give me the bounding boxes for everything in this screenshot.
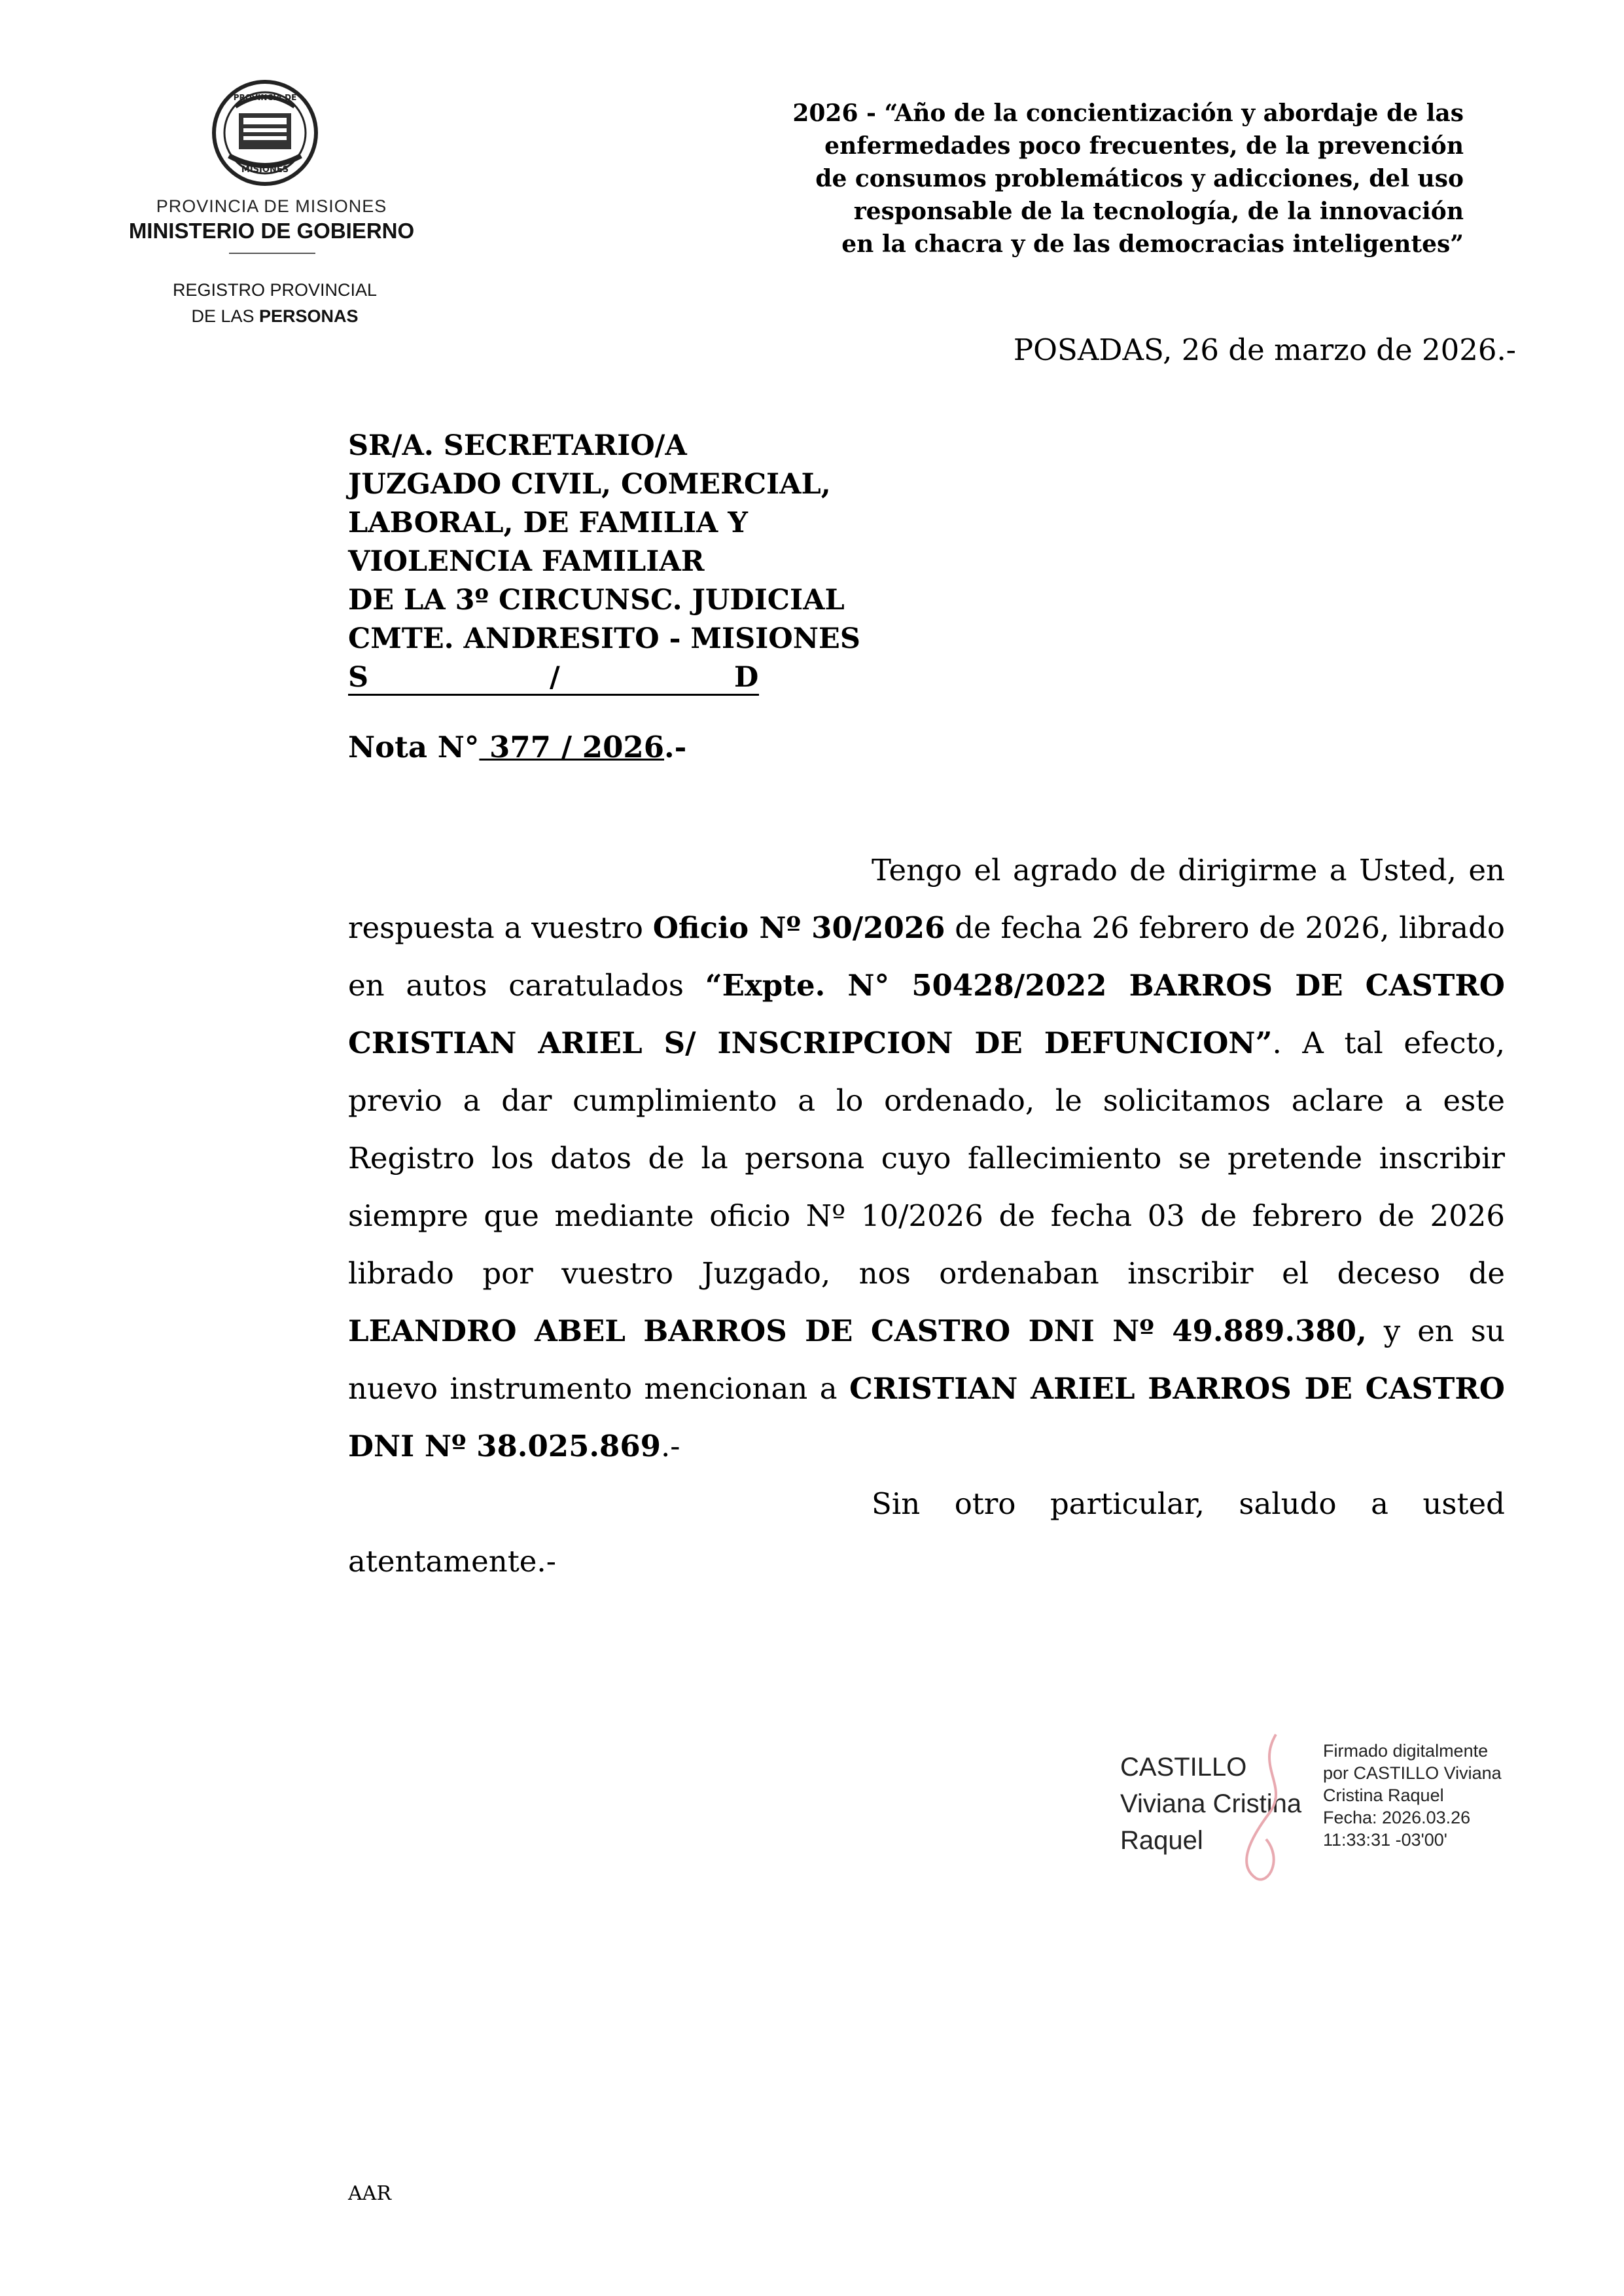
body-paragraph-1: Tengo el agrado de dirigirme a Usted, en respuesta a vuestro Oficio Nº 30/2026 de fecha 26 febrero de 2026, librado en autos caratulados “Expte. N° 50428/2022 BARROS DE CASTRO CRISTIAN ARIEL S/ INSCRIPCION DE DEFUNCION”. A tal efecto, previo a dar cumplimiento a lo ordenado, le solicitamos aclare a este Registro los datos de la persona cuyo fallecimiento se pretende inscribir siempre que mediante oficio Nº 10/2026 de fecha 03 de febrero de 2026 librado por vuestro Juzgado, nos ordenaban inscribir el deceso de LEANDRO ABEL BARROS DE CASTRO DNI Nº 49.889.380, y en su nuevo instrumento mencionan a CRISTIAN ARIEL BARROS DE CASTRO DNI Nº 38.025.869.-	[348, 853, 1506, 1463]
ministry-name: MINISTERIO DE GOBIERNO	[128, 219, 415, 243]
sd-line: S / D	[348, 658, 759, 696]
author-initials: AAR	[348, 2182, 391, 2205]
signature-flourish-icon	[1230, 1728, 1302, 1885]
addressee-block: SR/A. SECRETARIO/A JUZGADO CIVIL, COMERCIAL, LABORAL, DE FAMILIA Y VIOLENCIA FAMILIAR DE LA 3º CIRCUNSC. JUDICIAL CMTE. ANDRESITO - MISIONES S / D	[348, 427, 860, 696]
signer-name: CASTILLO Viviana Cristina Raquel	[1120, 1753, 1302, 1855]
document-date: POSADAS, 26 de marzo de 2026.-	[1013, 332, 1516, 367]
svg-text:MISIONES: MISIONES	[241, 165, 289, 175]
digital-signature-info: Firmado digitalmente por CASTILLO Viviana Cristina Raquel Fecha: 2026.03.26 11:33:31 -03'00'	[1323, 1741, 1502, 1850]
ministry-divider	[229, 253, 315, 254]
province-name: PROVINCIA DE MISIONES	[156, 196, 387, 216]
nota-number: Nota N° 377 / 2026.-	[348, 730, 687, 764]
registry-line-2: DE LAS PERSONAS	[191, 306, 359, 326]
registry-line-1: REGISTRO PROVINCIAL	[172, 280, 378, 300]
body-paragraph-2: Sin otro particular, saludo a usted atentamente.-	[348, 1486, 1505, 1579]
province-seal-icon	[209, 77, 321, 188]
letter-body	[348, 842, 1505, 1590]
year-motto: 2026 - “Año de la concientización y abordaje de las enfermedades poco frecuentes, de la prevención de consumos problemáticos y adicciones, del uso responsable de la tecnología, de la innovación en la chacra y de las democracias inteligentes”	[792, 99, 1464, 258]
svg-text:PROVINCIA DE: PROVINCIA DE	[233, 93, 297, 102]
